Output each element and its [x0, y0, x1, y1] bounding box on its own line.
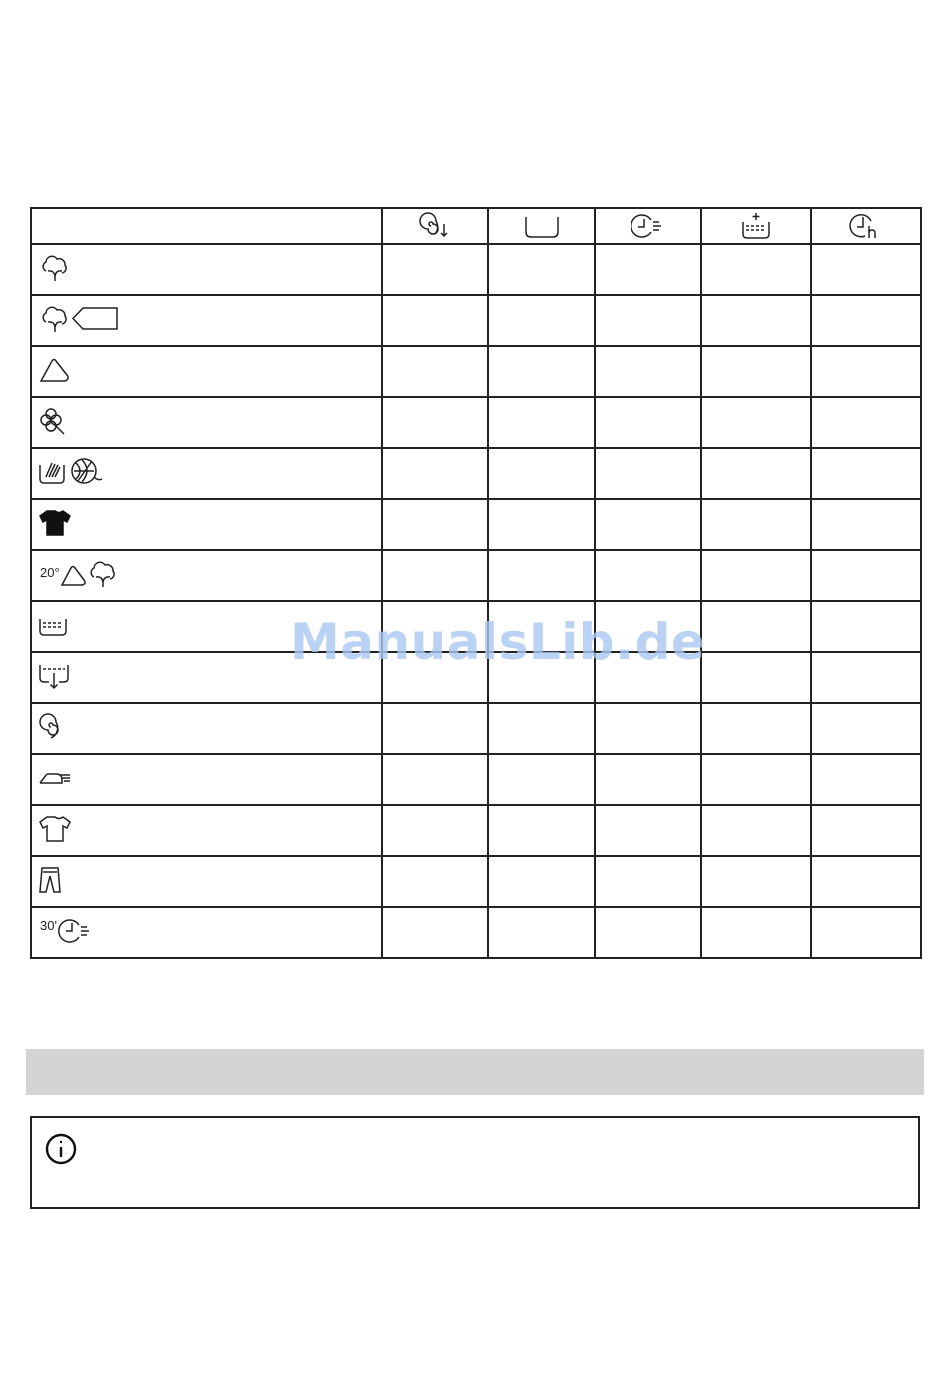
- option-cell: [811, 244, 921, 295]
- option-cell: [382, 346, 488, 397]
- rinse-icon: [38, 610, 72, 640]
- option-cell: [701, 397, 811, 448]
- info-note-box: [30, 1116, 920, 1209]
- option-cell: [382, 703, 488, 754]
- header-delay-start: [811, 208, 921, 244]
- table-row: [31, 907, 921, 958]
- spin-icon: [38, 712, 72, 742]
- table-row: [31, 499, 921, 550]
- option-cell: [488, 703, 595, 754]
- option-cell: [701, 295, 811, 346]
- table-header-row: [31, 208, 921, 244]
- option-cell: [488, 856, 595, 907]
- option-cell: [811, 499, 921, 550]
- shirts-icon: [38, 814, 72, 844]
- header-spin-reduction: [382, 208, 488, 244]
- option-cell: [488, 244, 595, 295]
- quick-30-icon: [38, 916, 98, 946]
- program-cell-mix-20: [31, 550, 382, 601]
- option-cell: [595, 856, 701, 907]
- option-cell: [595, 295, 701, 346]
- option-cell: [811, 346, 921, 397]
- option-cell: [488, 448, 595, 499]
- option-cell: [701, 346, 811, 397]
- option-cell: [382, 448, 488, 499]
- delay-start-icon: [849, 212, 883, 240]
- option-cell: [595, 499, 701, 550]
- program-cell-shirts: [31, 805, 382, 856]
- option-cell: [488, 652, 595, 703]
- option-cell: [595, 448, 701, 499]
- quick-30-label: 30': [40, 918, 57, 933]
- table-row: [31, 652, 921, 703]
- option-cell: [595, 754, 701, 805]
- program-cell-jeans: [31, 856, 382, 907]
- dark-tshirt-icon: [38, 508, 72, 538]
- table-row: [31, 448, 921, 499]
- option-cell: [811, 907, 921, 958]
- option-cell: [382, 805, 488, 856]
- option-cell: [701, 856, 811, 907]
- option-cell: [811, 601, 921, 652]
- option-cell: [382, 295, 488, 346]
- program-cell-dark-garments: [31, 499, 382, 550]
- program-cell-delicates: [31, 397, 382, 448]
- header-extra-rinse: [701, 208, 811, 244]
- option-cell: [488, 805, 595, 856]
- jeans-icon: [38, 865, 72, 895]
- table-row: [31, 856, 921, 907]
- delicates-icon: [38, 406, 72, 436]
- option-cell: [595, 601, 701, 652]
- option-cell: [811, 754, 921, 805]
- option-cell: [595, 652, 701, 703]
- option-cell: [701, 652, 811, 703]
- option-cell: [382, 397, 488, 448]
- option-cell: [811, 703, 921, 754]
- info-icon: [44, 1132, 78, 1166]
- option-cell: [382, 652, 488, 703]
- table-row: [31, 550, 921, 601]
- option-cell: [701, 907, 811, 958]
- time-saver-icon: [631, 212, 665, 240]
- option-cell: [811, 652, 921, 703]
- header-time-saver: [595, 208, 701, 244]
- option-cell: [382, 601, 488, 652]
- cotton-eco-icon: [38, 304, 120, 334]
- option-cell: [811, 448, 921, 499]
- program-options-table: [30, 207, 922, 959]
- table-row: [31, 244, 921, 295]
- program-cell-rinse: [31, 601, 382, 652]
- option-cell: [595, 397, 701, 448]
- option-cell: [701, 448, 811, 499]
- program-cell-drain: [31, 652, 382, 703]
- synthetics-icon: [38, 355, 72, 385]
- program-cell-easy-iron: [31, 754, 382, 805]
- option-cell: [595, 550, 701, 601]
- program-cell-synthetics: [31, 346, 382, 397]
- option-cell: [595, 346, 701, 397]
- program-cell-cotton-eco: [31, 295, 382, 346]
- option-cell: [811, 295, 921, 346]
- option-cell: [382, 856, 488, 907]
- option-cell: [811, 397, 921, 448]
- section-heading-bar: [26, 1049, 924, 1095]
- option-cell: [488, 907, 595, 958]
- option-cell: [382, 244, 488, 295]
- option-cell: [701, 805, 811, 856]
- wool-handwash-icon: [38, 457, 104, 487]
- option-cell: [701, 754, 811, 805]
- option-cell: [811, 856, 921, 907]
- spin-speed-reduction-icon: [418, 212, 452, 240]
- option-cell: [595, 244, 701, 295]
- easy-iron-icon: [38, 763, 78, 793]
- option-cell: [811, 550, 921, 601]
- watermark: ManualsLib.de: [290, 613, 706, 671]
- table-row: [31, 397, 921, 448]
- option-cell: [488, 550, 595, 601]
- basin-icon: [523, 212, 561, 240]
- cotton-icon: [38, 253, 72, 283]
- option-cell: [595, 805, 701, 856]
- option-cell: [701, 244, 811, 295]
- table-row: [31, 601, 921, 652]
- option-cell: [382, 499, 488, 550]
- header-basin: [488, 208, 595, 244]
- option-cell: [595, 907, 701, 958]
- program-cell-cotton: [31, 244, 382, 295]
- option-cell: [701, 703, 811, 754]
- program-cell-spin: [31, 703, 382, 754]
- drain-icon: [38, 661, 72, 691]
- table-row: [31, 295, 921, 346]
- option-cell: [488, 499, 595, 550]
- option-cell: [701, 601, 811, 652]
- option-cell: [488, 601, 595, 652]
- option-cell: [382, 754, 488, 805]
- option-cell: [382, 550, 488, 601]
- program-cell-wool: [31, 448, 382, 499]
- option-cell: [488, 397, 595, 448]
- table-row: [31, 346, 921, 397]
- extra-rinse-icon: [739, 212, 773, 240]
- option-cell: [488, 754, 595, 805]
- table-row: [31, 805, 921, 856]
- table-row: [31, 703, 921, 754]
- option-cell: [811, 805, 921, 856]
- option-cell: [595, 703, 701, 754]
- option-cell: [382, 907, 488, 958]
- mix-20-icon: [38, 559, 122, 589]
- table-row: [31, 754, 921, 805]
- option-cell: [488, 295, 595, 346]
- option-cell: [701, 550, 811, 601]
- option-cell: [701, 499, 811, 550]
- mix-20-label: 20°: [40, 565, 60, 580]
- program-cell-quick-30: [31, 907, 382, 958]
- header-empty-cell: [31, 208, 382, 244]
- option-cell: [488, 346, 595, 397]
